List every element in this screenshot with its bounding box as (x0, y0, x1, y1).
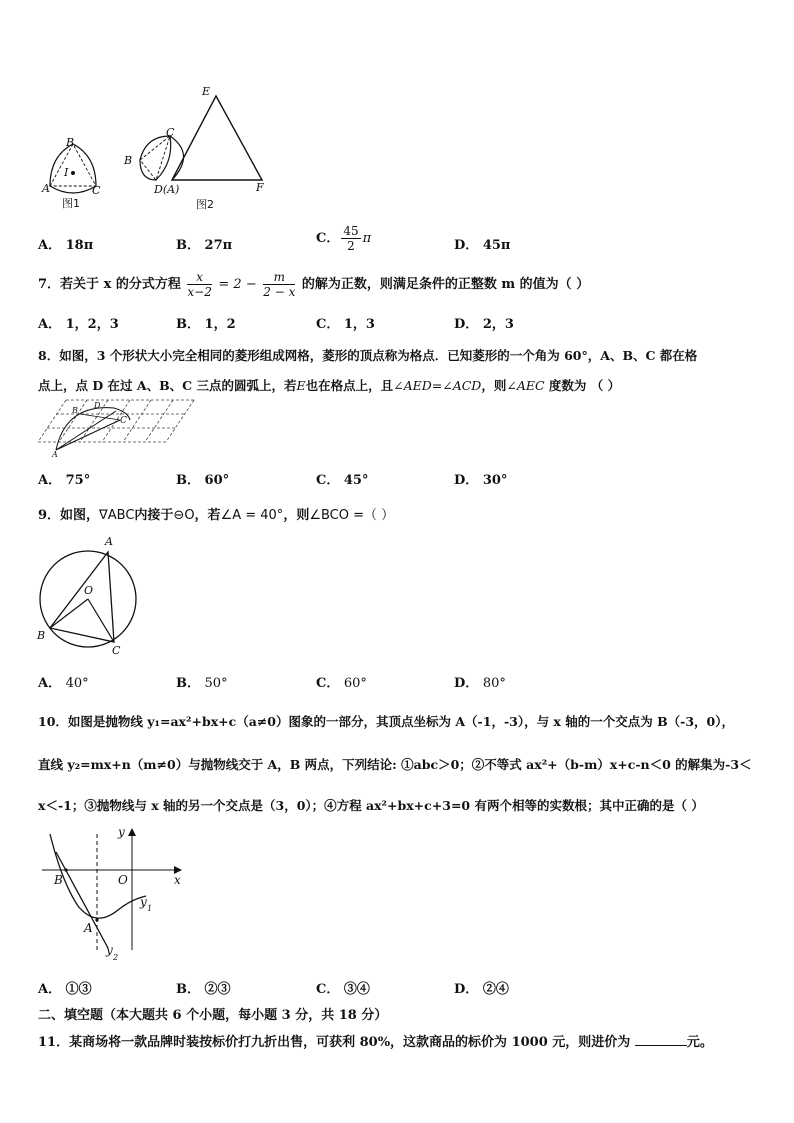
q10-label-y1-sub: 1 (147, 904, 153, 913)
q6-label-c: C (92, 184, 101, 197)
q6-fig1-caption: 图1 (62, 197, 80, 210)
q10-label-y1: y (140, 895, 147, 909)
q10-label-a: A (84, 921, 93, 935)
q10-label-y: y (118, 825, 125, 839)
q7-option-a[interactable]: A． 1，2，3 (38, 317, 119, 332)
q10-stem-line2: 直线 y₂=mx+n（m≠0）与抛物线交于 A，B 两点，下列结论: ①abc＞0；②不等式 ax²+（b-m）x+c-n＜0 的解集为-3＜ (38, 757, 752, 772)
q8-label-d: D (94, 401, 101, 410)
q7-option-d[interactable]: D． 2，3 (454, 317, 514, 332)
section-heading-fill-in: 二、填空题（本大题共 6 个小题，每小题 3 分，共 18 分） (38, 1008, 388, 1023)
q10-option-a[interactable]: A． ①③ (38, 982, 92, 997)
q8-stem-line2: 点上，点 D 在过 A、B、C 三点的圆弧上，若E也在格点上，且∠AED=∠ACD，则∠AEC 度数为 （ ） (38, 378, 621, 393)
q10-option-c[interactable]: C． ③④ (316, 982, 370, 997)
q9-option-d[interactable]: D． 80° (454, 676, 506, 691)
q6-option-c[interactable]: C． $\frac{45}{2}$ π (316, 224, 372, 253)
q6-label-f: F (256, 181, 264, 194)
q9-option-a[interactable]: A． 40° (38, 676, 89, 691)
q10-option-d[interactable]: D． ②④ (454, 982, 509, 997)
q6-label-d: D(A) (154, 183, 180, 196)
q10-label-x: x (174, 873, 181, 887)
q6-fig2-caption: 图2 (196, 198, 214, 211)
q8-option-b[interactable]: B． 60° (176, 473, 230, 488)
q6-label-c2: C (166, 126, 175, 139)
q9-label-o: O (84, 584, 94, 597)
q6-label-a: A (42, 182, 50, 195)
q9-stem: 9．如图，∇ABC内接于⊖O，若∠A = 40°，则∠BCO =（ ） (38, 508, 395, 523)
q9-option-b[interactable]: B． 50° (176, 676, 228, 691)
q9-figure (32, 532, 144, 656)
q6-option-a[interactable]: A． 18π (38, 238, 94, 253)
q8-label-c: C (120, 416, 127, 426)
q6-fig2 (123, 85, 264, 211)
q10-stem-line1: 10．如图是抛物线 y₁=ax²+bx+c（a≠0）图象的一部分，其顶点坐标为 A（-1，-3），与 x 轴的一个交点为 B（-3，0）， (38, 714, 734, 729)
q6-label-i: I (64, 166, 69, 179)
q7-stem: 7．若关于 x 的分式方程 $\frac{x}{x-2}$ = 2 − $\frac{m}{2 - x}$ 的解为正数，则满足条件的正整数 m 的值为（ ） (38, 270, 590, 299)
q8-stem-line1: 8．如图，3 个形状大小完全相同的菱形组成网格，菱形的顶点称为格点．已知菱形的一个角为 60°，A、B、C 都在格 (38, 348, 698, 363)
q8-option-a[interactable]: A． 75° (38, 473, 91, 488)
q10-figure (36, 824, 188, 964)
q8-label-a: A (52, 450, 58, 458)
q11-stem: 11．某商场将一款品牌时装按标价打九折出售，可获利 80%，这款商品的标价为 1000 元，则进价为 元。 (38, 1035, 713, 1050)
q7-option-b[interactable]: B． 1，2 (176, 317, 236, 332)
q10-option-b[interactable]: B． ②③ (176, 982, 231, 997)
q9-label-c: C (112, 644, 121, 656)
q6-label-b: B (66, 136, 75, 149)
q6-figures (36, 84, 276, 214)
q6-label-e: E (202, 85, 211, 98)
q10-label-o: O (118, 873, 128, 887)
q6-option-b[interactable]: B． 27π (176, 238, 233, 253)
q6-fig1 (41, 136, 101, 210)
q6-label-b2: B (124, 154, 133, 167)
q8-option-d[interactable]: D． 30° (454, 473, 508, 488)
q8-label-b: B (72, 406, 78, 415)
q9-label-a: A (105, 535, 113, 548)
q8-option-c[interactable]: C． 45° (316, 473, 369, 488)
q6-option-d[interactable]: D． 45π (454, 238, 511, 253)
q9-label-b: B (37, 629, 46, 642)
q10-stem-line3: x＜-1；③抛物线与 x 轴的另一个交点是（3，0）；④方程 ax²+bx+c+3=0 有两个相等的实数根；其中正确的是（ ） (38, 798, 704, 813)
q10-label-y2: y (106, 943, 113, 957)
q10-label-b: B (54, 873, 63, 887)
q8-figure (36, 396, 196, 458)
q7-option-c[interactable]: C． 1，3 (316, 317, 375, 332)
q9-option-c[interactable]: C． 60° (316, 676, 367, 691)
q10-label-y2-sub: 2 (113, 953, 119, 962)
q11-answer-blank[interactable] (635, 1033, 687, 1046)
